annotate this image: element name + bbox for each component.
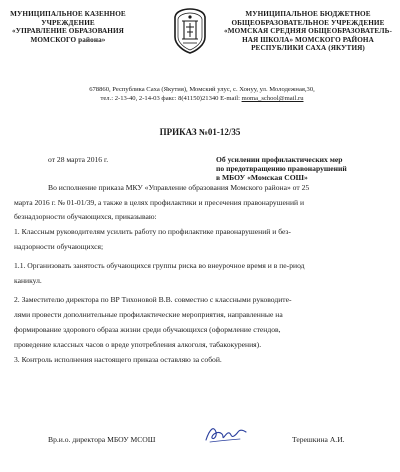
school-emblem-icon <box>172 7 208 54</box>
header-left-line: УЧРЕЖДЕНИЕ <box>41 18 95 27</box>
body-line: проведение классных часов о вреде употребления алкоголя, табакокурения). <box>14 340 262 349</box>
signatory-name: Терешкина А.И. <box>292 435 345 444</box>
body-line: 1.1. Организовать занятость обучающихся группы риска во внеурочное время и в пе-риод <box>14 261 305 270</box>
order-subject <box>216 155 392 183</box>
header-left-block <box>4 10 132 44</box>
body-line: Во исполнение приказа МКУ «Управление образования Момского района» от 25 <box>48 183 310 192</box>
body-line: надзорности обучающихся; <box>14 242 104 251</box>
contacts-text: тел.: 2-13-40, 2-14-03 факс: 8(41150)21340 E-mail: <box>100 95 242 102</box>
handwritten-signature <box>202 422 250 446</box>
address-line: 678860, Республика Саха (Якутия), Момский улус, с. Хонуу, ул. Молодежная,30, <box>89 86 315 93</box>
body-line: каникул. <box>14 276 42 285</box>
body-line: марта 2016 г. № 01-01/39, а также в целях профилактики и пресечения правонарушений и <box>14 198 305 207</box>
contacts-line <box>8 95 396 103</box>
body-line: 2. Заместителю директора по ВР Тихоновой В.В. совместно с классными руководите- <box>14 295 292 304</box>
subject-line: по предотвращению правонарушений <box>216 164 347 174</box>
body-line: формирование здорового образа жизни среди обучающихся (оформление стендов, <box>14 325 281 334</box>
header-right-block <box>220 10 396 53</box>
body-line: безнадзорности обучающихся, приказываю: <box>14 212 157 221</box>
header-left-line: МУНИЦИПАЛЬНОЕ КАЗЕННОЕ <box>10 10 126 18</box>
body-line: лями провести дополнительные профилактические мероприятия, направленные на <box>14 310 283 319</box>
header-right-line: МУНИЦИПАЛЬНОЕ БЮДЖЕТНОЕ <box>245 10 371 18</box>
subject-line: Об усилении профилактических мер <box>216 155 343 164</box>
header-right-line: ОБЩЕОБРАЗОВАТЕЛЬНОЕ УЧРЕЖДЕНИЕ <box>231 18 385 27</box>
order-date: от 28 марта 2016 г. <box>48 155 109 164</box>
order-title: ПРИКАЗ №01-12/35 <box>159 127 241 137</box>
signatory-position: Вр.и.о. директора МБОУ МСОШ <box>48 435 156 444</box>
header-right-line: «МОМСКАЯ СРЕДНЯЯ ОБЩЕОБРАЗОВАТЕЛЬ- <box>224 27 392 36</box>
body-line: 3. Контроль исполнения настоящего приказа оставляю за собой. <box>14 355 222 364</box>
header-left-line: МОМСКОГО района» <box>30 35 106 44</box>
body-line: 1. Классным руководителям усилить работу по профилактике правонарушений и без- <box>14 227 291 236</box>
header-right-line: НАЯ ШКОЛА» МОМСКОГО РАЙОНА <box>242 35 374 44</box>
subject-line: в МБОУ «Момская СОШ» <box>216 173 308 183</box>
header-left-line: «УПРАВЛЕНИЕ ОБРАЗОВАНИЯ <box>12 27 124 36</box>
email-link[interactable]: moma_school@mail.ru <box>241 95 304 102</box>
header-right-line: РЕСПУБЛИКИ САХА (ЯКУТИЯ) <box>251 44 365 53</box>
